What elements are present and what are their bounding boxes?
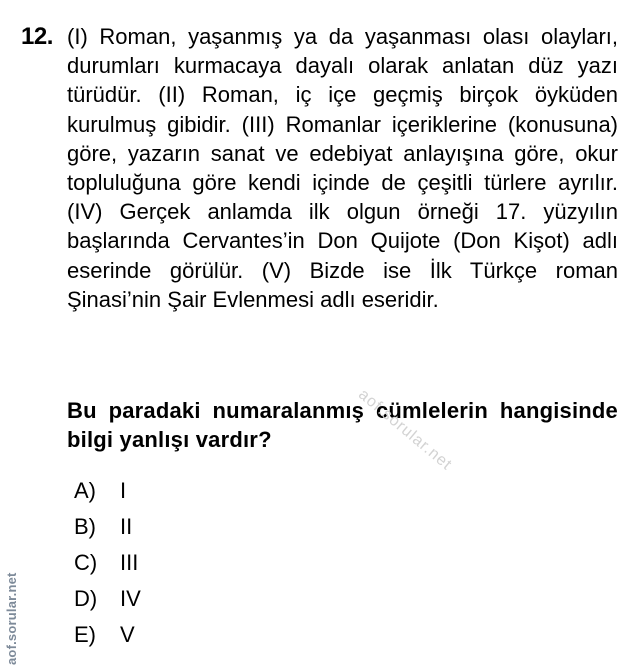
option-e[interactable] xyxy=(74,620,141,656)
option-c[interactable] xyxy=(74,548,141,584)
option-value: I xyxy=(120,478,127,503)
question-stem: (I) Roman, yaşanmış ya da yaşanması olası olayları, durumları kurmacaya dayalı olarak anlatan düz yazı türüdür. (II) Roman, iç içe geçmiş birçok öyküden kurulmuş gibidir. (III) Romanlar içeriklerine (konusuna) göre, yazarın sanat ve edebiyat anlayışına göre, okur topluluğuna göre kendi içinde de çeşitli türlere ayrılır. (IV) Gerçek anlamda ilk olgun örneği 17. yüzyılın başlarında Cervantes’in Don Quijote (Don Kişot) adlı eserinde görülür. (V) Bizde ise İlk Türkçe roman Şinasi’nin Şair Evlenmesi adlı eseridir. xyxy=(67,24,618,312)
option-a[interactable] xyxy=(74,476,141,512)
option-b[interactable] xyxy=(74,512,141,548)
option-letter: C) xyxy=(74,550,98,575)
option-value: IV xyxy=(120,586,141,611)
option-value: III xyxy=(120,550,139,575)
question-number: 12. xyxy=(21,23,53,50)
option-d[interactable] xyxy=(74,584,141,620)
option-letter: E) xyxy=(74,622,96,647)
option-value: V xyxy=(120,622,135,647)
option-letter: D) xyxy=(74,586,98,611)
question-prompt: Bu paradaki numaralanmış cümlelerin hangisinde bilgi yanlışı vardır? xyxy=(67,398,618,452)
option-letter: B) xyxy=(74,514,96,539)
answer-options xyxy=(74,476,141,656)
watermark-vertical: aof.sorular.net xyxy=(4,572,19,665)
option-value: II xyxy=(120,514,133,539)
watermark-diagonal: aof.sorular.net xyxy=(355,386,456,474)
option-letter: A) xyxy=(74,478,96,503)
